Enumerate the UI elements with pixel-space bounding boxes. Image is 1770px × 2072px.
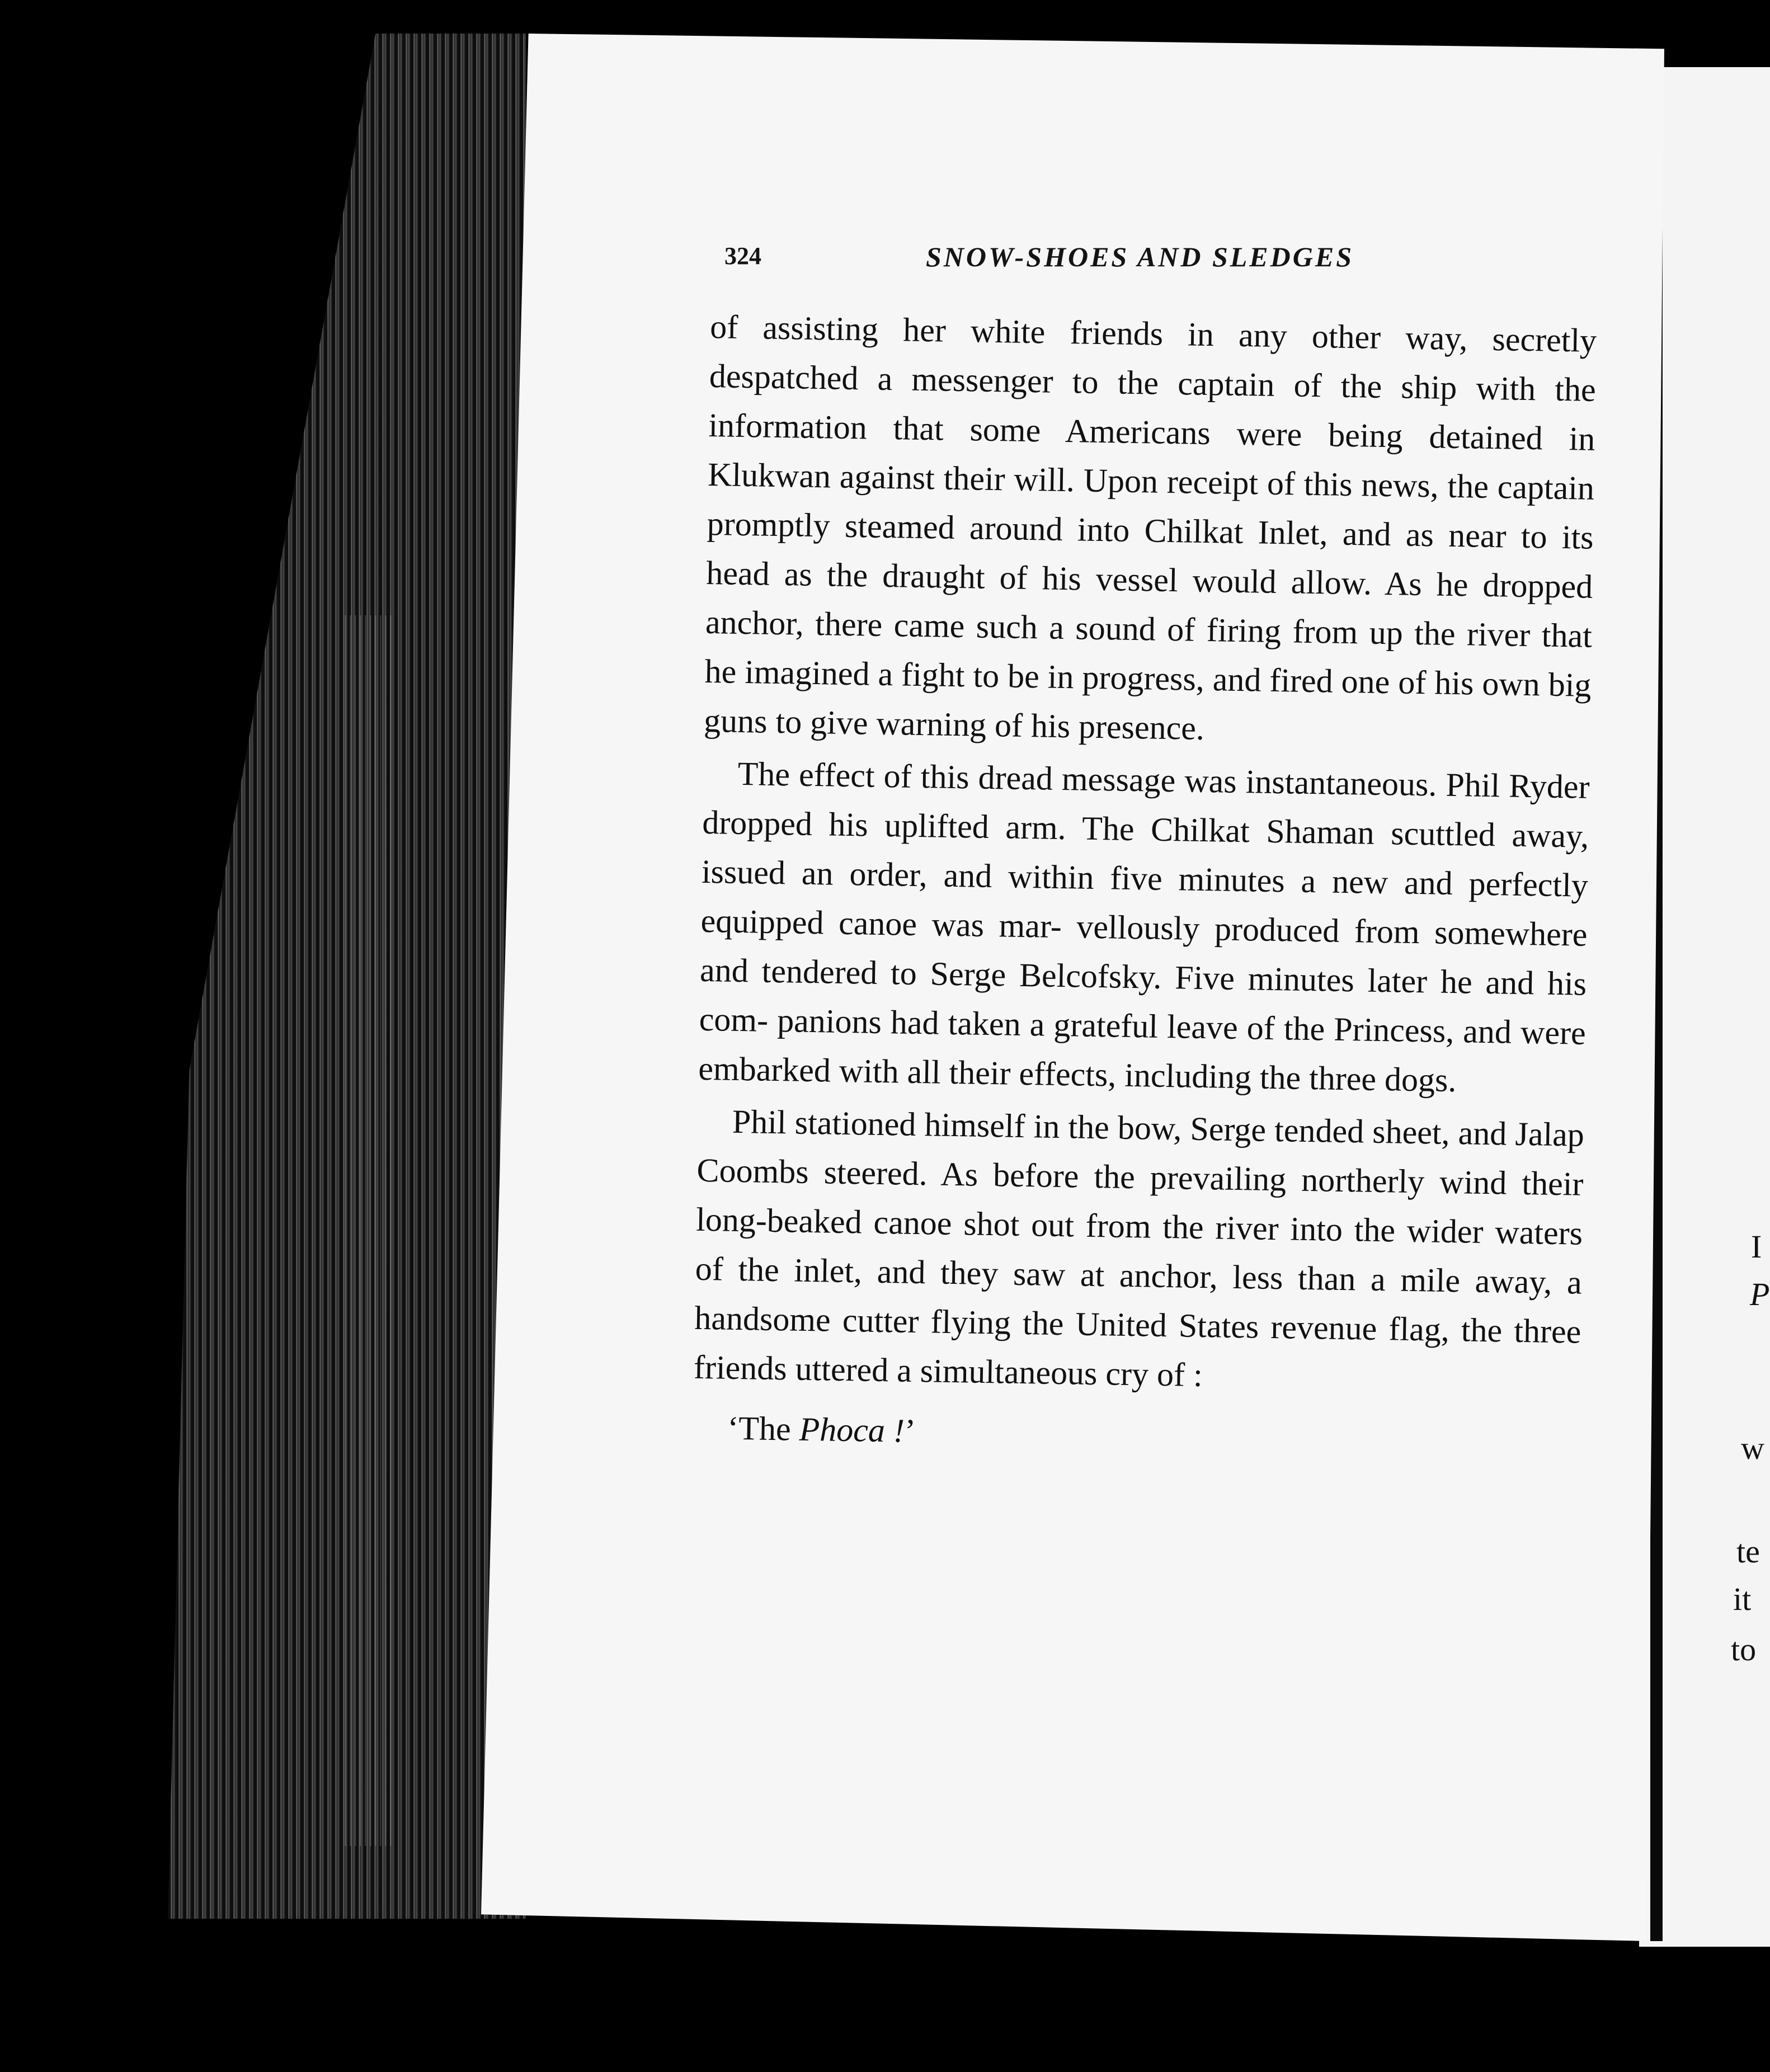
text-line: such a sound of firing from up the river that he imagined [704, 608, 1593, 693]
facing-page-fragment: w [1741, 1430, 1764, 1466]
paragraph-2 [698, 748, 1590, 1107]
text-line: vessel would allow. As he dropped anchor, there came [705, 560, 1593, 645]
body-text [693, 302, 1597, 1470]
facing-page-fragment: P [1750, 1276, 1770, 1312]
closing-line [693, 1403, 1580, 1466]
text-line: The effect of this dread message was instantaneous. [737, 755, 1447, 803]
text-line: panions had taken a grateful leave of the Princess, and [776, 1002, 1521, 1051]
text-line: out from the river into the wider waters of the inlet, [695, 1206, 1583, 1290]
text-line: Phil Ryder dropped his uplifted arm. The Chilkat [702, 766, 1590, 850]
text-line: flag, the three friends uttered a simultaneous cry [693, 1310, 1581, 1393]
text-line: Phil stationed himself in the bow, Serge tended [732, 1103, 1373, 1150]
text-line: news, the captain promptly steamed around into Chilkat [707, 466, 1595, 551]
closing-suffix: ’ [904, 1412, 916, 1450]
text-line: Shaman scuttled away, issued an order, and within five [701, 812, 1589, 898]
text-line: despatched a messenger to the captain of the ship with [709, 357, 1555, 408]
page-number: 324 [724, 242, 761, 270]
closing-prefix: ‘The [727, 1409, 800, 1448]
text-line: were embarked with all their effects, including the three [698, 1013, 1587, 1098]
text-line: handsome cutter flying the United States revenue [694, 1299, 1390, 1348]
text-line: a fight to be in progress, and fired one of his own big [878, 655, 1592, 704]
page-edges-highlight [341, 615, 392, 1846]
text-line: in Klukwan against their will. Upon receipt of this [707, 420, 1595, 503]
facing-page-fragment: to [1731, 1631, 1757, 1668]
text-line: vellously produced from somewhere and tendered to [699, 908, 1588, 992]
running-head [724, 241, 1413, 280]
facing-page-fragment: it [1733, 1581, 1752, 1617]
paragraph-1 [704, 302, 1597, 759]
text-line: guns to give warning of his presence. [703, 701, 1205, 747]
text-line: prevailing northerly wind their long-beaked canoe shot [695, 1159, 1584, 1244]
text-line: Serge Belcofsky. Five minutes later he and his com- [699, 955, 1587, 1039]
text-line: of assisting her white friends in any other way, secretly [709, 308, 1597, 359]
text-line: minutes a new and perfectly equipped canoe was mar- [700, 860, 1589, 945]
text-line: sheet, and Jalap Coombs steered. As before the [696, 1113, 1585, 1196]
paragraph-3 [693, 1096, 1584, 1406]
text-line: Inlet, and as near to its head as the draught of his [705, 514, 1594, 597]
text-line: and they saw at anchor, less than a mile away, a [877, 1252, 1583, 1301]
text-line: dogs. [1384, 1061, 1457, 1099]
facing-page-fragment: te [1736, 1533, 1760, 1570]
text-line: the information that some Americans were being detained [708, 370, 1597, 458]
facing-page-fragment: I [1751, 1228, 1762, 1265]
text-line: of : [1156, 1355, 1203, 1394]
running-title: SNOW-SHOES AND SLEDGES [926, 241, 1354, 272]
ship-name: Phoca ! [799, 1410, 905, 1449]
